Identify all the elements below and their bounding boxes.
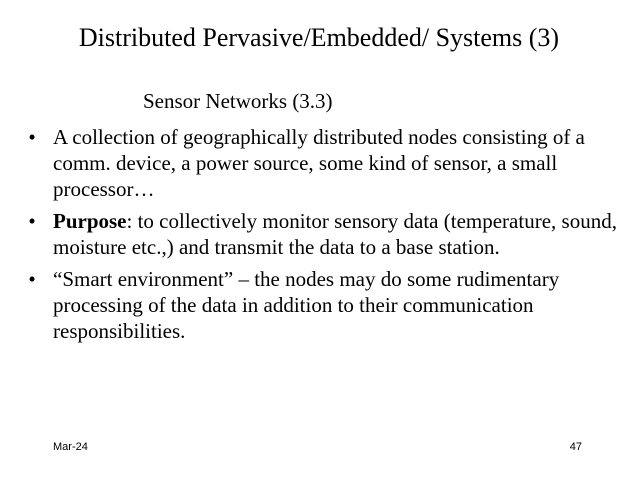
bullet-item-nodes — [22, 124, 622, 202]
bullet-term-purpose: Purpose — [53, 209, 127, 233]
bullet-item-smart-environment — [22, 266, 622, 344]
bullet-item-purpose — [22, 208, 622, 260]
footer-date: Mar-24 — [53, 441, 88, 453]
bullet-list — [22, 124, 622, 350]
bullet-icon: • — [28, 267, 36, 291]
bullet-icon: • — [28, 125, 36, 149]
bullet-text: “Smart environment” – the nodes may do some rudimentary processing of the data in addition to their communication responsibilities. — [53, 267, 560, 343]
bullet-text: A collection of geographically distributed nodes consisting of a comm. device, a power source, some kind of sensor, a small processor… — [53, 125, 585, 201]
slide-title: Distributed Pervasive/Embedded/ Systems (3) — [78, 23, 560, 52]
slide-subtitle: Sensor Networks (3.3) — [143, 89, 333, 113]
bullet-text: : to collectively monitor sensory data (temperature, sound, moisture etc.,) and transmit the data to a base station. — [53, 209, 617, 259]
bullet-icon: • — [28, 209, 36, 233]
page-number: 47 — [569, 441, 582, 453]
